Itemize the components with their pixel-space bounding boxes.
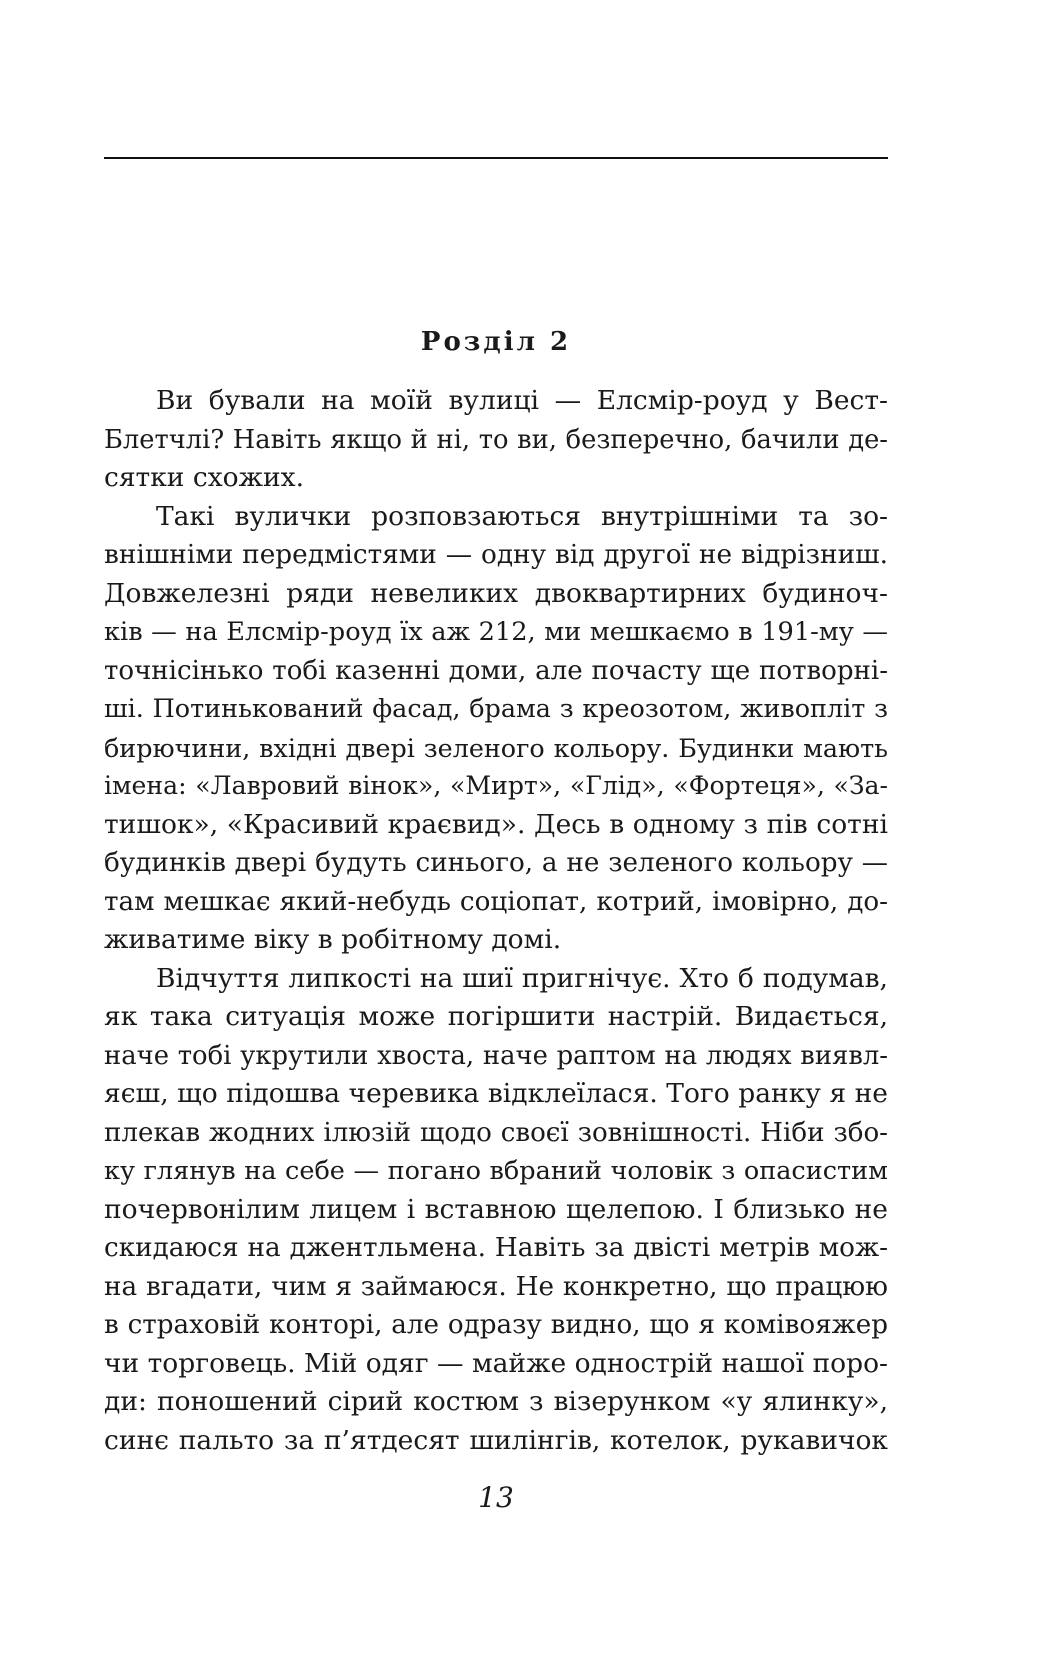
page-number: 13 <box>478 1481 514 1514</box>
text-line: почервонілим лицем і вставною щелепою. І близько не <box>104 1193 888 1225</box>
paragraph-1 <box>104 382 888 498</box>
text-line: там мешкає який-небудь соціопат, котрий, імовірно, до- <box>104 886 888 917</box>
text-line: живатиме віку в робітному домі. <box>104 924 562 955</box>
text-line: ші. Потинькований фасад, брама з креозотом, живопліт з <box>104 694 888 724</box>
text-line: точнісінько тобі казенні доми, але почасту ще потворні- <box>104 655 888 686</box>
text-line: Такі вулички розповзаються внутрішніми та зо- <box>156 500 888 532</box>
chapter-title: Розділ 2 <box>420 327 572 357</box>
text-line: чи торговець. Мій одяг — майже однострій нашої поро- <box>104 1347 888 1379</box>
paragraph-2 <box>104 498 888 960</box>
text-line: як така ситуація може погіршити настрій. Видається, <box>104 1001 888 1032</box>
text-line: ків — на Елсмір-роуд їх аж 212, ми мешкаємо в 191-му — <box>104 617 888 647</box>
text-line: тишок», «Красивий краєвид». Десь в одному з пів сотні <box>104 808 888 840</box>
text-line: в страховій конторі, але одразу видно, що я комівояжер <box>104 1310 888 1340</box>
text-line: Відчуття липкості на шиї пригнічує. Хто б подумав, <box>156 962 888 994</box>
text-line: плекав жодних ілюзій щодо своєї зовнішності. Ніби збо- <box>104 1117 888 1148</box>
text-line: ди: поношений сірий костюм з візерунком «у ялинку», <box>104 1386 888 1417</box>
text-line: бирючини, вхідні двері зеленого кольору. Будинки мають <box>104 732 888 763</box>
header-rule <box>104 157 888 159</box>
text-line: Ви бували на моїй вулиці — Елсмір-роуд у Вест- <box>156 385 888 416</box>
text-line: будинків двері будуть синього, а не зеленого кольору — <box>104 848 888 878</box>
text-line: внішніми передмістями — одну від другої не відрізниш. <box>104 540 888 570</box>
text-line: синє пальто за п’ятдесят шилінгів, котелок, рукавичок <box>104 1424 888 1456</box>
body-text <box>104 382 888 1460</box>
text-line: скидаюся на джентльмена. Навіть за двісті метрів мож- <box>104 1233 888 1263</box>
text-line: сятки схожих. <box>104 462 305 493</box>
text-line: яєш, що підошва черевика відклеїлася. Того ранку я не <box>104 1078 888 1109</box>
text-line: ку глянув на себе — погано вбраний чоловік з опасистим <box>104 1156 888 1186</box>
text-line: наче тобі укрутили хвоста, наче раптом на людях виявл- <box>104 1040 888 1071</box>
text-line: імена: «Лавровий вінок», «Мирт», «Глід», «Фортеця», «За- <box>104 771 888 800</box>
paragraph-3 <box>104 960 888 1461</box>
text-line: Довжелезні ряди невеликих двоквартирних будиноч- <box>104 577 888 609</box>
text-line: Блетчлі? Навіть якщо й ні, то ви, безперечно, бачили де- <box>104 424 888 455</box>
text-line: на вгадати, чим я займаюся. Не конкретно, що працюю <box>104 1271 888 1302</box>
